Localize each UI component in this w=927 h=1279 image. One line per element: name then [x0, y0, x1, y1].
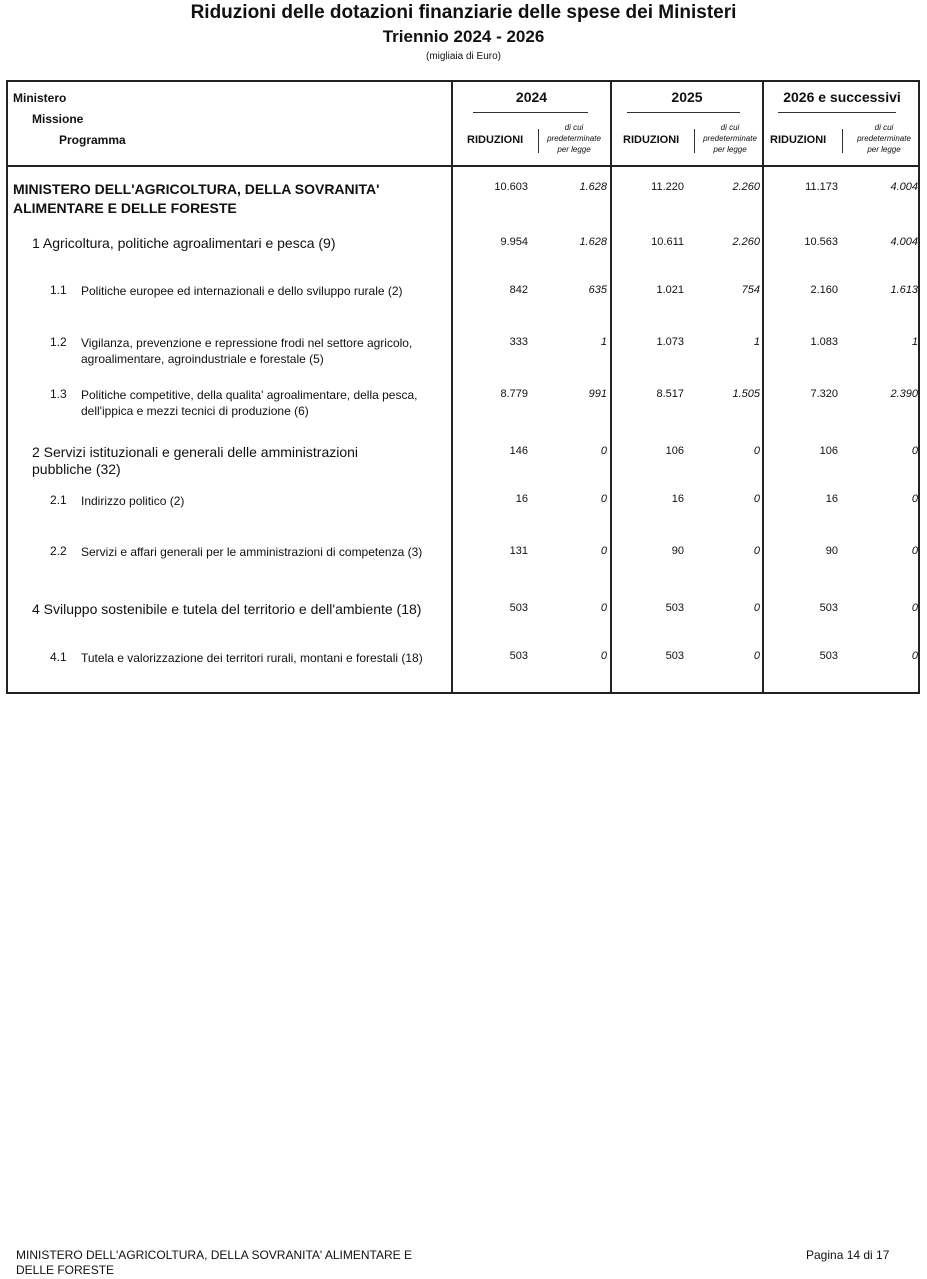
- value-cell: 1.505: [732, 388, 760, 400]
- unit-note: (migliaia di Euro): [425, 51, 502, 62]
- value-cell: 146: [509, 445, 528, 457]
- value-cell: 2.260: [732, 181, 760, 193]
- value-cell: 0: [600, 650, 607, 662]
- value-cell: 16: [825, 493, 838, 505]
- year-2024: 2024: [515, 89, 548, 105]
- header-ministero: Ministero: [13, 91, 67, 105]
- value-cell: 1.613: [890, 284, 918, 296]
- value-cell: 0: [753, 545, 760, 557]
- value-cell: 2.390: [890, 388, 918, 400]
- value-cell: 0: [753, 602, 760, 614]
- value-cell: 333: [509, 336, 528, 348]
- value-cell: 991: [588, 388, 607, 400]
- value-cell: 1.073: [656, 336, 684, 348]
- year-underline: [778, 112, 896, 113]
- program-label: Indirizzo politico (2): [81, 494, 185, 508]
- value-cell: 11.173: [805, 181, 838, 193]
- value-cell: 90: [825, 545, 838, 557]
- value-cell: 8.517: [656, 388, 684, 400]
- value-cell: 0: [600, 493, 607, 505]
- footer-ministry: MINISTERO DELL'AGRICOLTURA, DELLA SOVRANITA' ALIMENTARE E DELLE FORESTE: [16, 1248, 413, 1277]
- value-cell: 0: [600, 445, 607, 457]
- value-cell: 106: [819, 445, 838, 457]
- column-divider: [451, 80, 453, 694]
- value-cell: 0: [600, 545, 607, 557]
- header-divider: [6, 165, 920, 167]
- column-divider: [610, 80, 612, 694]
- program-number: 1.2: [50, 335, 67, 349]
- page-title: Riduzioni delle dotazioni finanziarie delle spese dei Ministeri: [190, 2, 737, 23]
- year-2026: 2026 e successivi: [783, 89, 901, 105]
- program-label: Servizi e affari generali per le amministrazioni di competenza (3): [81, 545, 423, 559]
- value-cell: 90: [671, 545, 684, 557]
- program-number: 1.1: [50, 283, 67, 297]
- program-label: Politiche competitive, della qualita' agroalimentare, della pesca, dell'ippica e mezzi tecnici di produzione (6): [81, 388, 418, 418]
- value-cell: 0: [911, 545, 918, 557]
- value-cell: 4.004: [890, 236, 918, 248]
- value-cell: 0: [600, 602, 607, 614]
- value-cell: 503: [819, 650, 838, 662]
- value-cell: 0: [753, 445, 760, 457]
- program-label: Politiche europee ed internazionali e dello sviluppo rurale (2): [81, 284, 403, 298]
- value-cell: 10.611: [651, 236, 684, 248]
- value-cell: 503: [665, 650, 684, 662]
- value-cell: 754: [741, 284, 760, 296]
- program-label: Vigilanza, prevenzione e repressione frodi nel settore agricolo, agroalimentare, agroindustriale e forestale (5): [81, 336, 413, 366]
- dicui-2026: di cui predeterminate per legge: [857, 123, 911, 154]
- year-2025: 2025: [671, 89, 703, 105]
- value-cell: 0: [911, 493, 918, 505]
- program-number: 4.1: [50, 650, 67, 664]
- dicui-2024: di cui predeterminate per legge: [547, 123, 601, 154]
- program-number: 1.3: [50, 387, 67, 401]
- subheader-separator: [694, 129, 695, 153]
- page-number: Pagina 14 di 17: [806, 1248, 890, 1262]
- ministry-name: MINISTERO DELL'AGRICOLTURA, DELLA SOVRANITA' ALIMENTARE E DELLE FORESTE: [13, 181, 380, 216]
- page-subtitle: Triennio 2024 - 2026: [382, 27, 545, 46]
- mission-label: 2 Servizi istituzionali e generali delle amministrazioni pubbliche (32): [32, 444, 359, 477]
- header-missione: Missione: [32, 112, 84, 126]
- riduzioni-2025: RIDUZIONI: [623, 134, 680, 146]
- value-cell: 1: [753, 336, 760, 348]
- program-number: 2.2: [50, 544, 67, 558]
- value-cell: 7.320: [810, 388, 838, 400]
- value-cell: 1.628: [579, 236, 607, 248]
- subheader-separator: [538, 129, 539, 153]
- program-number: 2.1: [50, 493, 67, 507]
- value-cell: 11.220: [651, 181, 684, 193]
- column-divider: [762, 80, 764, 694]
- value-cell: 0: [753, 650, 760, 662]
- riduzioni-2026: RIDUZIONI: [770, 134, 827, 146]
- mission-label: 4 Sviluppo sostenibile e tutela del territorio e dell'ambiente (18): [32, 601, 422, 617]
- value-cell: 10.603: [494, 181, 528, 193]
- value-cell: 4.004: [890, 181, 918, 193]
- value-cell: 131: [509, 545, 528, 557]
- value-cell: 1: [911, 336, 918, 348]
- value-cell: 635: [588, 284, 607, 296]
- value-cell: 16: [515, 493, 528, 505]
- value-cell: 10.563: [804, 236, 838, 248]
- value-cell: 106: [665, 445, 684, 457]
- value-cell: 2.160: [810, 284, 838, 296]
- riduzioni-2024: RIDUZIONI: [467, 134, 524, 146]
- year-underline: [627, 112, 740, 113]
- dicui-2025: di cui predeterminate per legge: [703, 123, 757, 154]
- value-cell: 503: [665, 602, 684, 614]
- value-cell: 503: [509, 650, 528, 662]
- value-cell: 503: [819, 602, 838, 614]
- value-cell: 842: [509, 284, 528, 296]
- value-cell: 9.954: [500, 236, 528, 248]
- value-cell: 0: [911, 602, 918, 614]
- value-cell: 1.628: [579, 181, 607, 193]
- program-label: Tutela e valorizzazione dei territori rurali, montani e forestali (18): [81, 651, 423, 665]
- value-cell: 503: [509, 602, 528, 614]
- value-cell: 0: [911, 445, 918, 457]
- value-cell: 2.260: [732, 236, 760, 248]
- value-cell: 1.021: [656, 284, 684, 296]
- value-cell: 0: [911, 650, 918, 662]
- value-cell: 16: [671, 493, 684, 505]
- mission-label: 1 Agricoltura, politiche agroalimentari e pesca (9): [32, 235, 336, 251]
- value-cell: 1: [600, 336, 607, 348]
- header-programma: Programma: [59, 133, 126, 147]
- subheader-separator: [842, 129, 843, 153]
- value-cell: 1.083: [810, 336, 838, 348]
- year-underline: [473, 112, 588, 113]
- value-cell: 8.779: [500, 388, 528, 400]
- value-cell: 0: [753, 493, 760, 505]
